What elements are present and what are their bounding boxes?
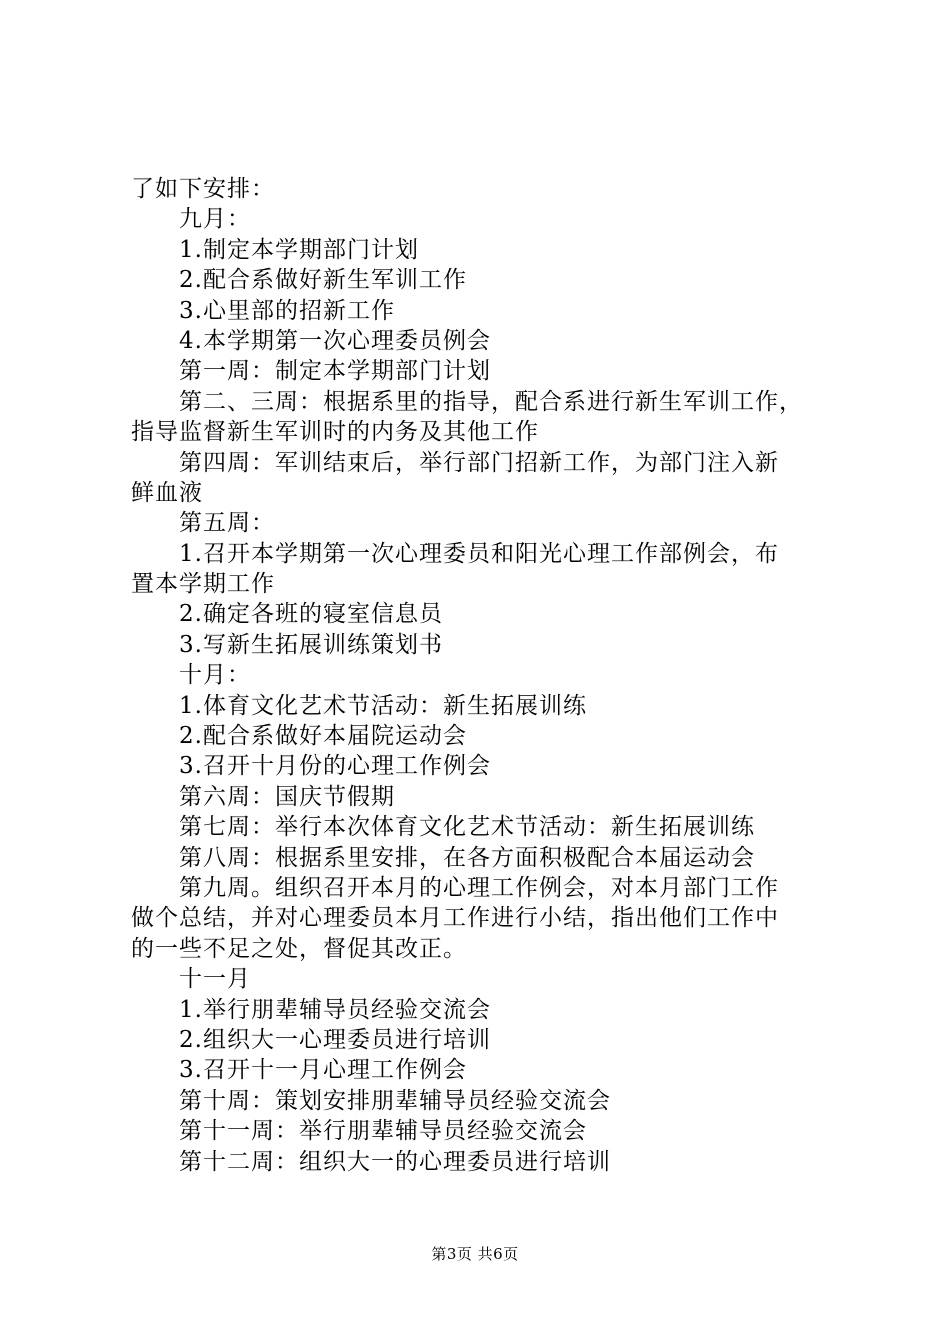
text-line: 3.写新生拓展训练策划书 <box>179 631 443 658</box>
text-line: 第二、三周：根据系里的指导，配合系进行新生军训工作， <box>179 388 803 415</box>
text-line: 第十周：策划安排朋辈辅导员经验交流会 <box>179 1087 611 1114</box>
text-line: 置本学期工作 <box>131 571 275 598</box>
text-line: 了如下安排： <box>131 176 275 202</box>
text-line: 第七周：举行本次体育文化艺术节活动：新生拓展训练 <box>179 814 755 841</box>
text-line: 2.确定各班的寝室信息员 <box>179 601 443 628</box>
text-line: 做个总结，并对心理委员本月工作进行小结，指出他们工作中 <box>131 905 779 932</box>
text-line: 3.召开十一月心理工作例会 <box>179 1057 467 1084</box>
text-line: 指导监督新生军训时的内务及其他工作 <box>131 419 539 446</box>
text-line: 3.心里部的招新工作 <box>179 297 395 324</box>
text-line: 十月： <box>179 662 251 689</box>
text-line: 鲜血液 <box>131 479 203 506</box>
text-line: 1.制定本学期部门计划 <box>179 236 419 263</box>
text-line: 第四周：军训结束后，举行部门招新工作，为部门注入新 <box>179 449 779 476</box>
text-line: 第八周：根据系里安排，在各方面积极配合本届运动会 <box>179 844 755 871</box>
text-line: 2.配合系做好新生军训工作 <box>179 267 467 294</box>
text-line: 第一周：制定本学期部门计划 <box>179 358 491 385</box>
text-line: 2.组织大一心理委员进行培训 <box>179 1026 491 1053</box>
text-line: 1.体育文化艺术节活动：新生拓展训练 <box>179 692 587 719</box>
text-line: 3.召开十月份的心理工作例会 <box>179 753 491 780</box>
text-line: 第十二周：组织大一的心理委员进行培训 <box>179 1148 611 1175</box>
page-footer: 第3页 共6页 <box>431 1245 519 1263</box>
text-line: 第十一周：举行朋辈辅导员经验交流会 <box>179 1118 587 1145</box>
text-line: 第五周： <box>179 510 275 537</box>
text-line: 九月： <box>179 206 251 233</box>
text-line: 2.配合系做好本届院运动会 <box>179 723 467 750</box>
text-line: 4.本学期第一次心理委员例会 <box>179 327 491 354</box>
text-line: 第六周：国庆节假期 <box>179 783 395 810</box>
document-body <box>131 174 831 1177</box>
text-line: 的一些不足之处，督促其改正。 <box>131 935 467 962</box>
text-line: 1.召开本学期第一次心理委员和阳光心理工作部例会，布 <box>179 540 779 567</box>
text-line: 1.举行朋辈辅导员经验交流会 <box>179 996 491 1023</box>
text-line: 第九周。组织召开本月的心理工作例会，对本月部门工作 <box>179 874 779 901</box>
text-line: 十一月 <box>179 966 251 993</box>
